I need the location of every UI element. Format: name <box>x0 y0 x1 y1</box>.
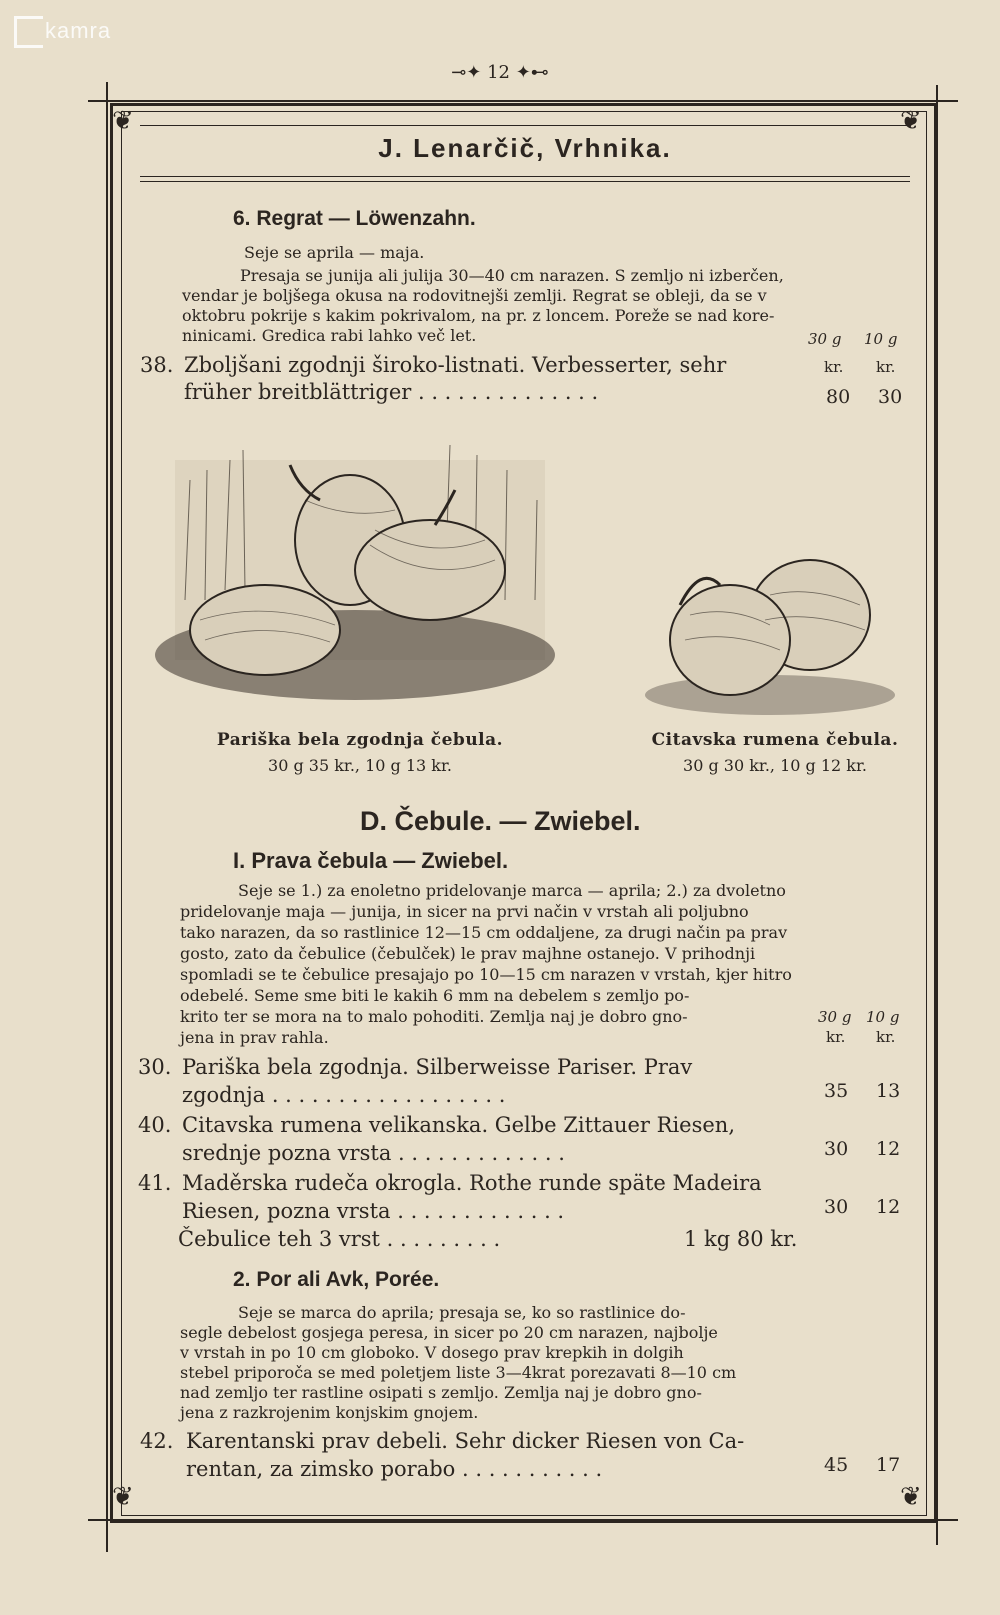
unit-label: 30 g <box>808 330 842 348</box>
entry-line: Maděrska rudeča okrogla. Rothe runde späte Madeira <box>182 1171 762 1195</box>
entry-line: Citavska rumena velikanska. Gelbe Zittauer Riesen, <box>182 1113 735 1137</box>
frame-line-bottom <box>88 1519 958 1521</box>
unit-label: 10 g <box>866 1008 900 1026</box>
entry-line: Riesen, pozna vrsta . . . . . . . . . . . . . <box>182 1199 565 1223</box>
header-rule <box>140 176 910 177</box>
entry-number: 30. <box>138 1055 172 1079</box>
price-value: 12 <box>876 1196 901 1218</box>
currency-label: kr. <box>876 358 896 376</box>
price-value: 13 <box>876 1080 901 1102</box>
unit-label: 10 g <box>864 330 898 348</box>
price-value: 30 <box>824 1196 849 1218</box>
illustration-price: 30 g 30 kr., 10 g 12 kr. <box>683 756 867 775</box>
entry-line: Zboljšani zgodnji široko-listnati. Verbesserter, sehr <box>184 353 727 377</box>
header-rule-top <box>140 125 910 126</box>
ornament-icon: ❦ <box>112 106 134 136</box>
entry-line: rentan, za zimsko porabo . . . . . . . . . . . <box>186 1457 603 1481</box>
price-value: 30 <box>878 386 903 408</box>
regrat-line: vendar je boljšega okusa na rodovitnejši zemlji. Regrat se obleji, da se v <box>182 286 767 305</box>
cebule-line: tako narazen, da so rastlinice 12—15 cm oddaljene, za drugi način pa prav <box>180 923 788 942</box>
entry-number: 42. <box>140 1429 174 1453</box>
regrat-line: ninicami. Gredica rabi lahko več let. <box>182 326 477 345</box>
cebule-line: krito ter se mora na to malo pohoditi. Zemlja naj je dobro gno- <box>180 1007 688 1026</box>
subsection-heading: 2. Por ali Avk, Porée. <box>233 1268 440 1291</box>
regrat-line: oktobru pokrije s kakim pokrivalom, na pr. z loncem. Poreže se nad kore- <box>182 306 775 325</box>
entry-number: 41. <box>138 1171 172 1195</box>
entry-number: 38. <box>140 353 174 377</box>
cebule-line: pridelovanje maja — junija, in sicer na prvi način v vrstah ali poljubno <box>180 902 749 921</box>
regrat-line: Seje se aprila — maja. <box>244 243 425 262</box>
currency-label: kr. <box>876 1028 896 1046</box>
ornament-icon: ❦ <box>900 1482 922 1512</box>
header-rule <box>140 181 910 182</box>
page-header: J. Lenarčič, Vrhnika. <box>378 133 672 163</box>
por-line: segle debelost gosjega peresa, in sicer po 20 cm narazen, najbolje <box>180 1323 718 1342</box>
page-number: ⊸✦ 12 ✦⊷ <box>451 62 549 83</box>
entry-line: zgodnja . . . . . . . . . . . . . . . . . . <box>182 1083 506 1107</box>
cebule-line: jena in prav rahla. <box>180 1028 329 1047</box>
por-line: Seje se marca do aprila; presaja se, ko so rastlinice do- <box>238 1303 686 1322</box>
entry-line: Karentanski prav debeli. Sehr dicker Riesen von Ca- <box>186 1429 745 1453</box>
entry-line: srednje pozna vrsta . . . . . . . . . . . . . <box>182 1141 565 1165</box>
por-line: jena z razkrojenim konjskim gnojem. <box>180 1403 479 1422</box>
onion-illustration <box>145 420 565 720</box>
currency-label: kr. <box>824 358 844 376</box>
subsection-heading: I. Prava čebula — Zwiebel. <box>233 848 509 873</box>
por-line: v vrstah in po 10 cm globoko. V dosego prav krepkih in dolgih <box>180 1343 684 1362</box>
entry-number: 40. <box>138 1113 172 1137</box>
cebule-line: gosto, zato da čebulice (čebulček) le prav majhne ostanejo. V prihodnji <box>180 944 756 963</box>
illustration-price: 30 g 35 kr., 10 g 13 kr. <box>268 756 452 775</box>
ornament-icon: ❦ <box>112 1482 134 1512</box>
watermark-logo: kamra <box>14 16 111 48</box>
cebule-line: odebelé. Seme sme biti le kakih 6 mm na debelem s zemljo po- <box>180 986 690 1005</box>
illustration-caption: Citavska rumena čebula. <box>651 730 899 750</box>
bulbs-price: 1 kg 80 kr. <box>684 1227 798 1251</box>
frame-line-right <box>936 85 938 1545</box>
frame-line-left <box>106 82 108 1552</box>
bulbs-line: Čebulice teh 3 vrst . . . . . . . . . <box>178 1227 501 1251</box>
price-value: 12 <box>876 1138 901 1160</box>
por-line: stebel priporoča se med poletjem liste 3—4krat porezavati 8—10 cm <box>180 1363 737 1382</box>
frame-line-top <box>88 100 958 102</box>
price-value: 45 <box>824 1454 849 1476</box>
illustration-caption: Pariška bela zgodnja čebula. <box>216 730 504 750</box>
price-value: 80 <box>826 386 851 408</box>
price-value: 35 <box>824 1080 849 1102</box>
onion-illustration <box>640 545 900 720</box>
unit-label: 30 g <box>818 1008 852 1026</box>
section-heading-cebule: D. Čebule. — Zwiebel. <box>360 806 641 836</box>
entry-line: früher breitblättriger . . . . . . . . . . . . . . <box>184 380 599 404</box>
price-value: 30 <box>824 1138 849 1160</box>
price-value: 17 <box>876 1454 901 1476</box>
cebule-line: spomladi se te čebulice presajajo po 10—15 cm narazen v vrstah, kjer hitro <box>180 965 792 984</box>
entry-line: Pariška bela zgodnja. Silberweisse Pariser. Prav <box>182 1055 693 1079</box>
ornament-icon: ❦ <box>900 106 922 136</box>
currency-label: kr. <box>826 1028 846 1046</box>
regrat-line: Presaja se junija ali julija 30—40 cm narazen. S zemljo ni izberčen, <box>240 266 784 285</box>
section-heading-regrat: 6. Regrat — Löwenzahn. <box>233 207 476 230</box>
por-line: nad zemljo ter rastline osipati s zemljo. Zemlja naj je dobro gno- <box>180 1383 702 1402</box>
cebule-line: Seje se 1.) za enoletno pridelovanje marca — aprila; 2.) za dvoletno <box>238 881 786 900</box>
